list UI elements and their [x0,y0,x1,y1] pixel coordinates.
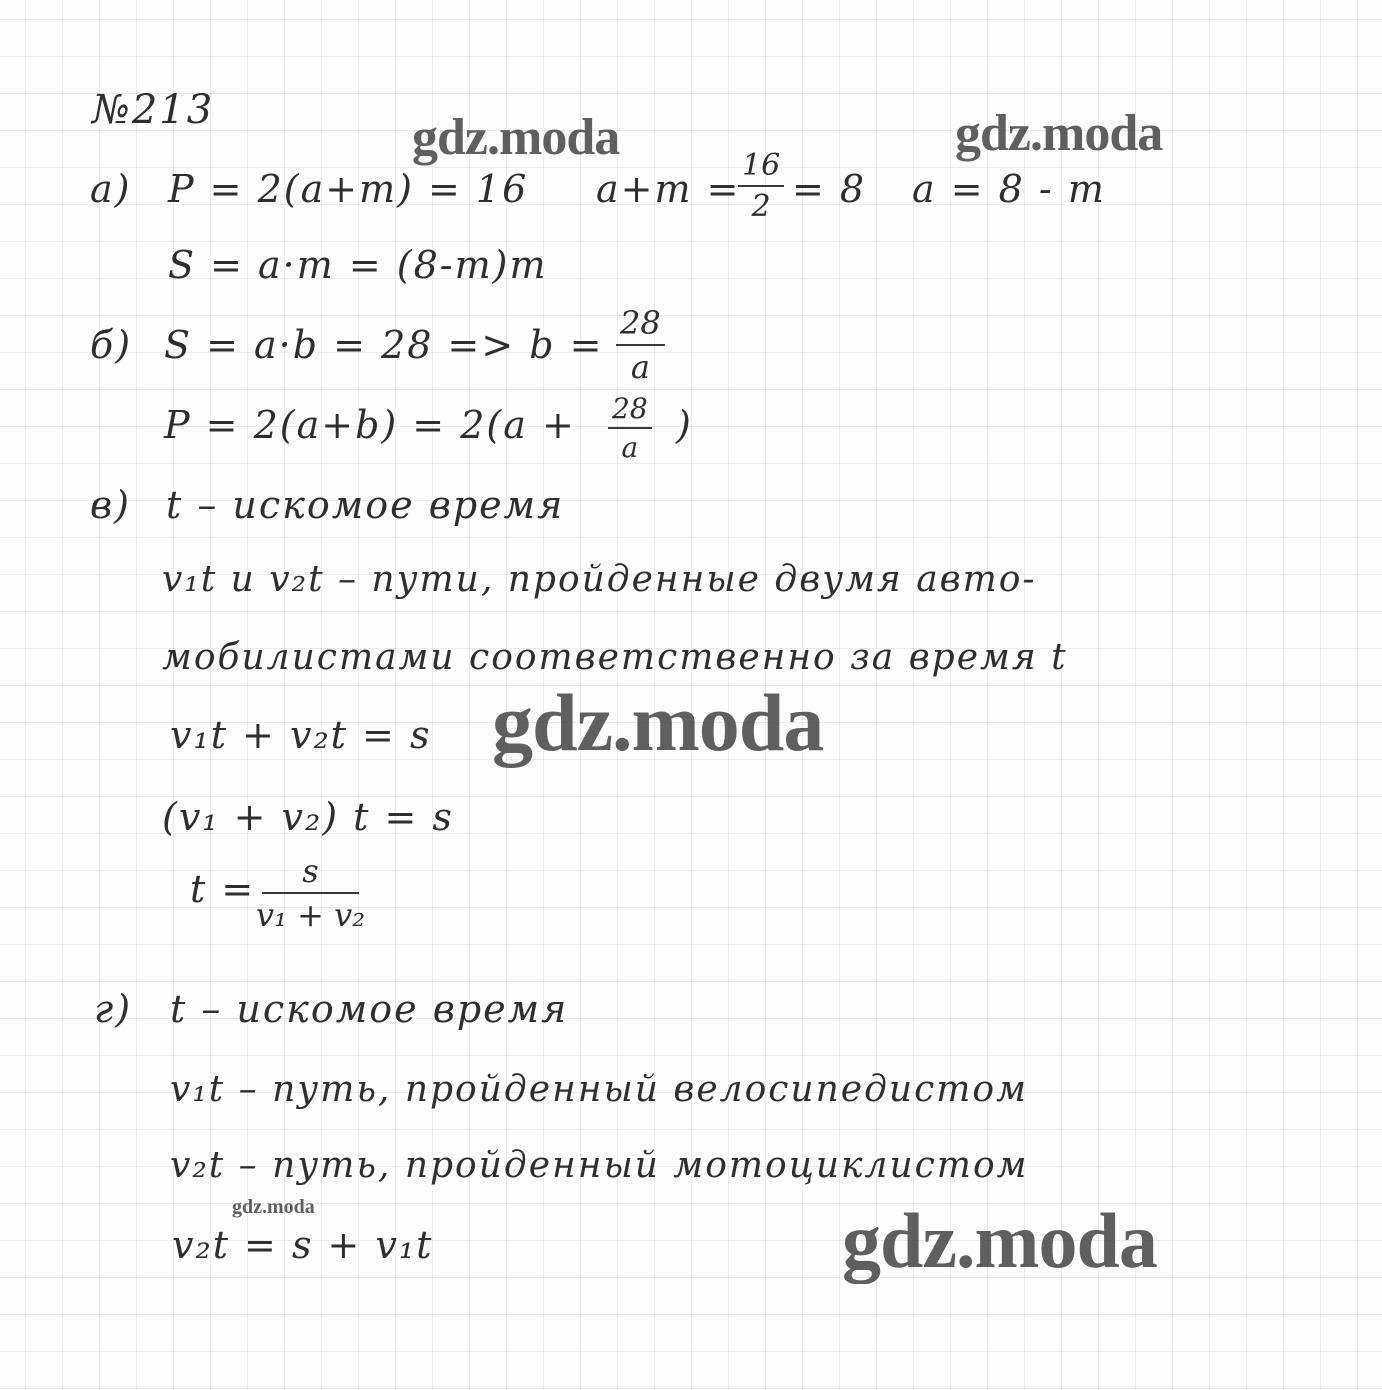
part-g-time-definition: t – искомое время [170,987,569,1031]
part-v-equation-1: v₁t + v₂t = s [170,713,432,757]
part-b-area: S = a·b = 28 => b = [164,323,604,367]
part-g-cyclist-path: v₁t – путь, пройденный велосипедистом [170,1069,1028,1110]
part-g-motorcyclist-path: v₂t – путь, пройденный мотоциклистом [170,1145,1029,1186]
part-v-result-numerator: s [262,852,358,894]
watermark-small: gdz.moda [232,1196,315,1218]
part-a-fraction-denominator: 2 [751,189,771,224]
watermark-middle: gdz.moda [492,677,824,768]
part-b-perimeter-fraction-denominator: a [621,431,639,464]
part-v-result-left: t = [190,867,256,911]
part-a-fraction-numerator: 16 [738,148,784,187]
part-b-label: б) [90,323,133,367]
part-b-fraction [616,304,665,386]
part-a-fraction [738,148,784,224]
part-b-fraction-denominator: a [630,348,650,386]
part-a-side: a = 8 - m [912,167,1106,211]
part-a-label: а) [90,167,132,211]
watermark-top-center: gdz.moda [412,109,620,166]
part-b-fraction-numerator: 28 [616,304,665,346]
part-a-sum: a+m = [596,167,741,211]
part-b-perimeter-fraction-numerator: 28 [608,392,652,429]
watermark-top-right: gdz.moda [955,105,1163,162]
part-a-area: S = a·m = (8-m)m [168,243,548,287]
part-g-label: г) [94,987,133,1031]
part-v-equation-2: (v₁ + v₂) t = s [162,795,454,839]
part-b-closing-paren: ) [676,403,693,447]
part-a-result: = 8 [792,167,867,211]
part-b-perimeter: P = 2(a+b) = 2(a + [164,403,576,447]
part-v-paths-line-cont: мобилистами соответственно за время t [162,637,1068,678]
watermark-bottom-right: gdz.moda [842,1197,1157,1284]
part-v-label: в) [90,483,131,527]
part-v-result-denominator: v₁ + v₂ [256,896,365,934]
part-v-result-fraction [256,852,365,934]
part-v-paths-line: v₁t и v₂t – пути, пройденные двумя авто- [162,559,1037,600]
part-a-perimeter: P = 2(a+m) = 16 [168,167,529,211]
part-g-equation: v₂t = s + v₁t [172,1223,434,1267]
part-v-time-definition: t – искомое время [166,483,565,527]
problem-number: №213 [92,87,215,133]
part-b-perimeter-fraction [608,392,652,464]
